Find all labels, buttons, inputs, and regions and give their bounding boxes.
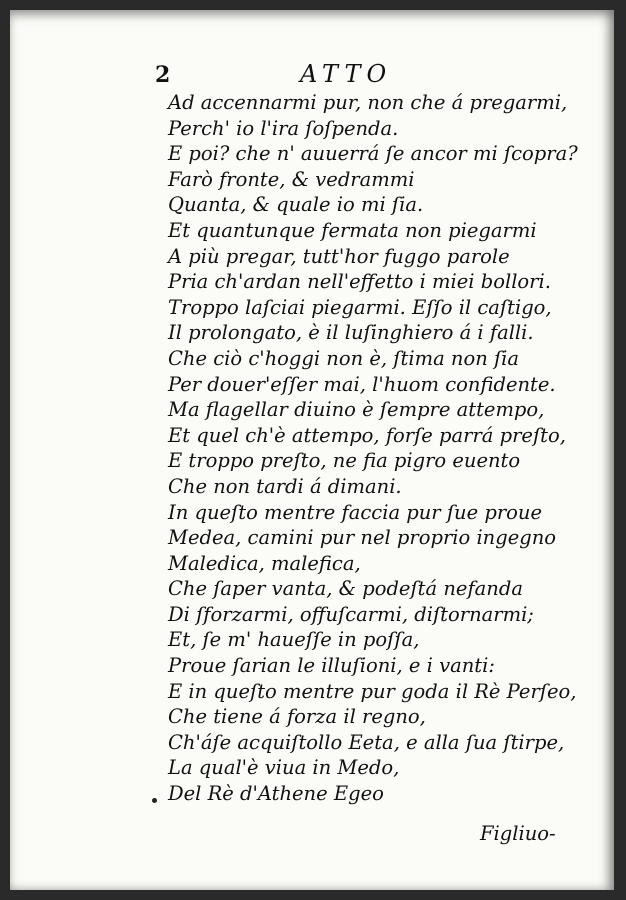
verse-line: E poi? che n' auuerrá ſe ancor mi ſcopra? <box>168 142 578 166</box>
verse-line: Ad accennarmi pur, non che á pregarmi, <box>168 91 568 114</box>
verse-line: A più pregar, tutt'hor fuggo parole <box>168 244 510 268</box>
verse-line: Che non tardi á dimani. <box>168 474 402 498</box>
verse-line: Proue ſarian le illuſioni, e i vanti: <box>168 654 495 678</box>
verse-line: In queſto mentre faccia pur ſue proue <box>168 500 542 524</box>
verse-line: Perch' io l'ira ſoſpenda. <box>168 116 399 140</box>
verse-line: E troppo preſto, ne fia pigro euento <box>168 449 521 473</box>
verse-line: Ma flagellar diuino è ſempre attempo, <box>168 398 545 422</box>
verse-line: Che ſaper vanta, & podeſtá nefanda <box>168 577 523 601</box>
verse-line: Maledica, malefica, <box>168 551 361 575</box>
book-page <box>10 10 614 890</box>
verse-line: Et quantunque fermata non piegarmi <box>168 218 537 242</box>
verse-line: La qual'è viua in Medo, <box>168 756 400 780</box>
verse-line: Troppo laſciai piegarmi. Eſſo il caſtigo, <box>168 295 552 319</box>
verse-line: Del Rè d'Athene Egeo <box>168 782 384 806</box>
verse-line: Medea, camini pur nel proprio ingegno <box>168 526 557 550</box>
margin-dot <box>152 798 157 803</box>
page-number: 2 <box>155 62 171 88</box>
verse-line: Et quel ch'è attempo, forſe parrá preſto, <box>168 423 566 447</box>
verse-line: Et, ſe m' haueſſe in poſſa, <box>168 628 420 652</box>
verse-line: Di ſforzarmi, offuſcarmi, diſtornarmi; <box>168 602 534 626</box>
verse-line: Pria ch'ardan nell'effetto i miei bollori. <box>168 270 551 294</box>
verse-line: Ch'áſe acquiſtollo Eeta, e alla ſua ſtirpe, <box>168 730 565 754</box>
verse-line: Per douer'eſſer mai, l'huom confidente. <box>168 372 556 396</box>
running-title: ATTO <box>300 60 393 88</box>
verse-line: E in queſto mentre pur goda il Rè Perſeo, <box>168 679 577 703</box>
verse-line: Il prolongato, è il luſinghiero á i falli. <box>168 321 534 345</box>
verse-text <box>168 90 578 807</box>
verse-line: Che tiene á forza il regno, <box>168 705 426 729</box>
verse-line: Farò fronte, & vedrammi <box>168 167 415 191</box>
verse-line: Quanta, & quale io mi ſia. <box>168 193 424 217</box>
verse-line: Che ciò c'hoggi non è, ſtima non ſia <box>168 346 520 370</box>
catchword: Figliuo- <box>480 822 556 845</box>
